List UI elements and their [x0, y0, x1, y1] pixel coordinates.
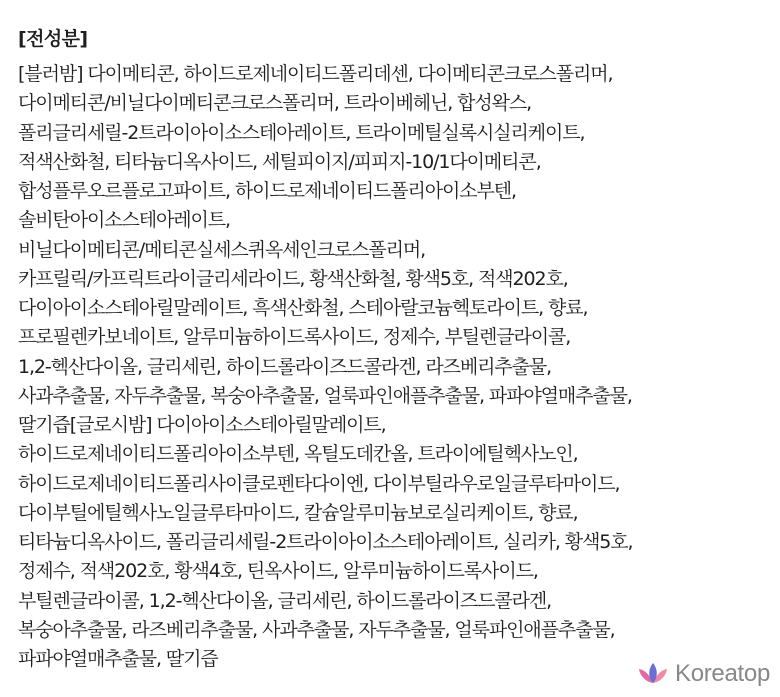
- ingredient-line: 하이드로제네이티드폴리사이클로펜타다이엔, 다이부틸라우로일글루타마이드,: [18, 472, 620, 495]
- ingredient-line: 복숭아추출물, 라즈베리추출물, 사과추출물, 자두추출물, 얼룩파인애플추출물,: [18, 618, 615, 641]
- ingredient-line: 정제수, 적색202호, 황색4호, 틴옥사이드, 알루미늄하이드록사이드,: [18, 560, 538, 583]
- ingredient-line: 부틸렌글라이콜, 1,2-헥산다이올, 글리세린, 하이드롤라이즈드콜라겐,: [18, 589, 552, 612]
- ingredient-line: 티타늄디옥사이드, 폴리글리세릴-2트라이아이소스테아레이트, 실리카, 황색5호,: [18, 531, 633, 553]
- ingredient-line: 하이드로제네이티드폴리아이소부텐, 옥틸도데칸올, 트라이에틸헥사노인,: [18, 443, 578, 466]
- ingredient-line: 폴리글리세릴-2트라이아이소스테아레이트, 트라이메틸실록시실리케이트,: [18, 121, 585, 144]
- ingredient-line: [블러밤] 다이메티콘, 하이드로제네이티드폴리데센, 다이메티콘크로스폴리머,: [18, 63, 613, 85]
- ingredient-line: 합성플루오르플로고파이트, 하이드로제네이티드폴리아이소부텐,: [18, 180, 516, 202]
- ingredient-line: 파파야열매추출물, 딸기즙: [18, 648, 218, 670]
- ingredient-line: 카프릴릭/카프릭트라이글리세라이드, 황색산화철, 황색5호, 적색202호,: [18, 267, 568, 290]
- ingredient-line: 1,2-헥산다이올, 글리세린, 하이드롤라이즈드콜라겐, 라즈베리추출물,: [18, 355, 552, 378]
- ingredient-line: 다이아이소스테아릴말레이트, 흑색산화철, 스테아랄코늄헥토라이트, 향료,: [18, 297, 588, 319]
- lotus-icon: [637, 661, 669, 687]
- ingredient-lines: [18, 60, 774, 674]
- ingredient-line: 적색산화철, 티타늄디옥사이드, 세틸피이지/피피지-10/1다이메티콘,: [18, 150, 541, 173]
- koreatop-watermark: [637, 659, 770, 689]
- ingredient-line: 사과추출물, 자두추출물, 복숭아추출물, 얼룩파인애플추출물, 파파야열매추출물,: [18, 384, 632, 407]
- ingredient-line: 딸기즙[글로시밤] 다이아이소스테아릴말레이트,: [18, 414, 386, 436]
- ingredient-line: 다이메티콘/비닐다이메티콘크로스폴리머, 트라이베헤닌, 합성왁스,: [18, 92, 532, 115]
- ingredient-line: 프로필렌카보네이트, 알루미늄하이드록사이드, 정제수, 부틸렌글라이콜,: [18, 326, 571, 349]
- ingredients-document: [18, 22, 774, 674]
- ingredient-line: 다이부틸에틸헥사노일글루타마이드, 칼슘알루미늄보로실리케이트, 향료,: [18, 501, 578, 524]
- watermark-text: Koreatop: [674, 660, 770, 687]
- ingredient-line: 솔비탄아이소스테아레이트,: [18, 209, 230, 232]
- ingredient-line: 비닐다이메티콘/메티콘실세스퀴옥세인크로스폴리머,: [18, 238, 426, 261]
- ingredients-heading: [전성분]: [18, 28, 88, 50]
